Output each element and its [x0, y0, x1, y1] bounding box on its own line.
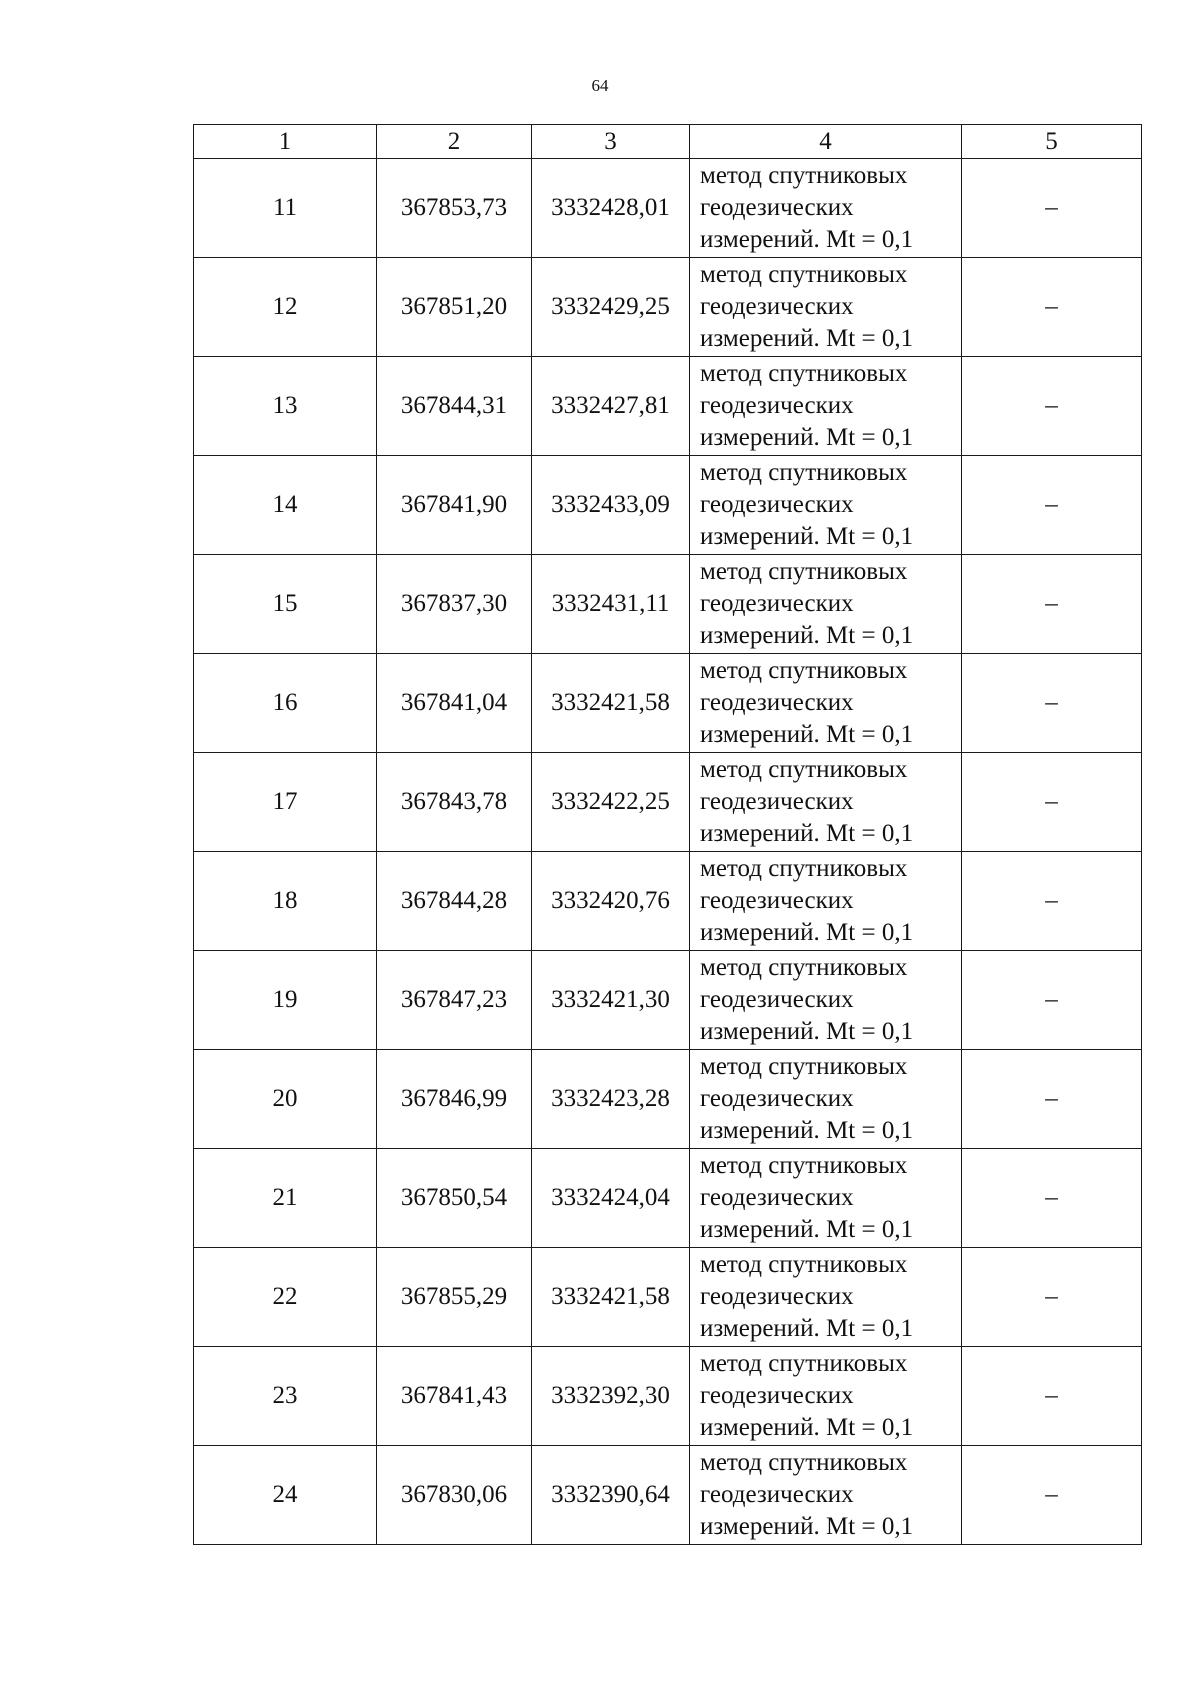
note-cell: – — [962, 1248, 1142, 1347]
method-line-2: геодезических — [700, 392, 854, 419]
table-row — [194, 1347, 1142, 1446]
coord-x-cell: 367843,78 — [377, 753, 532, 852]
coord-y-cell: 3332433,09 — [532, 456, 690, 555]
method-line-3: измерений. Mt = 0,1 — [700, 1315, 914, 1342]
method-cell — [690, 654, 962, 753]
method-cell — [690, 1149, 962, 1248]
table-row — [194, 654, 1142, 753]
coord-x-cell: 367841,90 — [377, 456, 532, 555]
point-number-cell: 14 — [194, 456, 377, 555]
table-row — [194, 1248, 1142, 1347]
coord-x-cell: 367851,20 — [377, 258, 532, 357]
coord-y-cell: 3332429,25 — [532, 258, 690, 357]
coord-x-cell: 367837,30 — [377, 555, 532, 654]
point-number-cell: 16 — [194, 654, 377, 753]
method-cell — [690, 753, 962, 852]
point-number-cell: 17 — [194, 753, 377, 852]
method-cell — [690, 1050, 962, 1149]
method-line-3: измерений. Mt = 0,1 — [700, 1513, 914, 1540]
method-line-1: метод спутниковых — [700, 954, 908, 981]
header-row — [194, 125, 1142, 159]
method-line-3: измерений. Mt = 0,1 — [700, 325, 914, 352]
coord-x-cell: 367844,28 — [377, 852, 532, 951]
table-body — [194, 159, 1142, 1545]
table-row — [194, 753, 1142, 852]
page-number: 64 — [591, 76, 609, 95]
coord-y-cell: 3332392,30 — [532, 1347, 690, 1446]
table-row — [194, 852, 1142, 951]
note-cell: – — [962, 1446, 1142, 1545]
table-row — [194, 357, 1142, 456]
method-line-3: измерений. Mt = 0,1 — [700, 1216, 914, 1243]
note-cell: – — [962, 456, 1142, 555]
note-cell: – — [962, 159, 1142, 258]
header-col-1: 1 — [194, 125, 377, 159]
coord-x-cell: 367830,06 — [377, 1446, 532, 1545]
header-col-4: 4 — [690, 125, 962, 159]
method-cell — [690, 456, 962, 555]
method-line-3: измерений. Mt = 0,1 — [700, 523, 914, 550]
method-line-2: геодезических — [700, 1382, 854, 1409]
method-cell — [690, 1446, 962, 1545]
coord-y-cell: 3332424,04 — [532, 1149, 690, 1248]
method-line-3: измерений. Mt = 0,1 — [700, 226, 914, 253]
method-line-2: геодезических — [700, 1085, 854, 1112]
method-line-3: измерений. Mt = 0,1 — [700, 1117, 914, 1144]
method-line-3: измерений. Mt = 0,1 — [700, 1414, 914, 1441]
method-line-2: геодезических — [700, 491, 854, 518]
method-cell — [690, 951, 962, 1050]
method-cell — [690, 357, 962, 456]
coordinates-table — [193, 124, 1142, 1545]
point-number-cell: 23 — [194, 1347, 377, 1446]
coord-x-cell: 367850,54 — [377, 1149, 532, 1248]
point-number-cell: 15 — [194, 555, 377, 654]
coord-y-cell: 3332421,58 — [532, 654, 690, 753]
method-cell — [690, 1248, 962, 1347]
point-number-cell: 13 — [194, 357, 377, 456]
table-row — [194, 951, 1142, 1050]
note-cell: – — [962, 654, 1142, 753]
table-row — [194, 258, 1142, 357]
method-line-1: метод спутниковых — [700, 360, 908, 387]
table-row — [194, 456, 1142, 555]
point-number-cell: 12 — [194, 258, 377, 357]
table-row — [194, 159, 1142, 258]
coord-y-cell: 3332420,76 — [532, 852, 690, 951]
method-line-1: метод спутниковых — [700, 1152, 908, 1179]
point-number-cell: 19 — [194, 951, 377, 1050]
method-line-1: метод спутниковых — [700, 1053, 908, 1080]
point-number-cell: 22 — [194, 1248, 377, 1347]
coord-x-cell: 367846,99 — [377, 1050, 532, 1149]
note-cell: – — [962, 555, 1142, 654]
coord-y-cell: 3332428,01 — [532, 159, 690, 258]
method-line-2: геодезических — [700, 194, 854, 221]
method-line-2: геодезических — [700, 788, 854, 815]
method-line-2: геодезических — [700, 1184, 854, 1211]
note-cell: – — [962, 1149, 1142, 1248]
method-cell — [690, 258, 962, 357]
coord-y-cell: 3332390,64 — [532, 1446, 690, 1545]
coord-y-cell: 3332427,81 — [532, 357, 690, 456]
method-cell — [690, 159, 962, 258]
method-line-2: геодезических — [700, 887, 854, 914]
method-cell — [690, 852, 962, 951]
coord-y-cell: 3332421,58 — [532, 1248, 690, 1347]
method-line-3: измерений. Mt = 0,1 — [700, 919, 914, 946]
note-cell: – — [962, 1050, 1142, 1149]
point-number-cell: 11 — [194, 159, 377, 258]
header-col-2: 2 — [377, 125, 532, 159]
method-line-2: геодезических — [700, 1481, 854, 1508]
coord-y-cell: 3332421,30 — [532, 951, 690, 1050]
method-line-1: метод спутниковых — [700, 1449, 908, 1476]
method-line-1: метод спутниковых — [700, 1350, 908, 1377]
point-number-cell: 20 — [194, 1050, 377, 1149]
point-number-cell: 18 — [194, 852, 377, 951]
method-line-1: метод спутниковых — [700, 162, 908, 189]
note-cell: – — [962, 852, 1142, 951]
method-line-2: геодезических — [700, 590, 854, 617]
table-row — [194, 555, 1142, 654]
note-cell: – — [962, 258, 1142, 357]
coord-x-cell: 367841,43 — [377, 1347, 532, 1446]
table-row — [194, 1446, 1142, 1545]
method-line-1: метод спутниковых — [700, 855, 908, 882]
header-col-5: 5 — [962, 125, 1142, 159]
method-line-2: геодезических — [700, 1283, 854, 1310]
coord-y-cell: 3332431,11 — [532, 555, 690, 654]
method-line-1: метод спутниковых — [700, 1251, 908, 1278]
note-cell: – — [962, 951, 1142, 1050]
note-cell: – — [962, 1347, 1142, 1446]
coord-x-cell: 367847,23 — [377, 951, 532, 1050]
table-header — [194, 125, 1142, 159]
method-line-3: измерений. Mt = 0,1 — [700, 424, 914, 451]
method-line-3: измерений. Mt = 0,1 — [700, 820, 914, 847]
note-cell: – — [962, 753, 1142, 852]
method-line-1: метод спутниковых — [700, 657, 908, 684]
point-number-cell: 24 — [194, 1446, 377, 1545]
note-cell: – — [962, 357, 1142, 456]
method-cell — [690, 555, 962, 654]
coord-y-cell: 3332422,25 — [532, 753, 690, 852]
method-line-3: измерений. Mt = 0,1 — [700, 721, 914, 748]
method-cell — [690, 1347, 962, 1446]
coord-x-cell: 367844,31 — [377, 357, 532, 456]
method-line-2: геодезических — [700, 986, 854, 1013]
method-line-3: измерений. Mt = 0,1 — [700, 622, 914, 649]
coord-x-cell: 367855,29 — [377, 1248, 532, 1347]
coord-x-cell: 367841,04 — [377, 654, 532, 753]
method-line-1: метод спутниковых — [700, 459, 908, 486]
method-line-2: геодезических — [700, 689, 854, 716]
coord-x-cell: 367853,73 — [377, 159, 532, 258]
table-row — [194, 1050, 1142, 1149]
method-line-1: метод спутниковых — [700, 756, 908, 783]
method-line-2: геодезических — [700, 293, 854, 320]
coord-y-cell: 3332423,28 — [532, 1050, 690, 1149]
point-number-cell: 21 — [194, 1149, 377, 1248]
table-row — [194, 1149, 1142, 1248]
method-line-1: метод спутниковых — [700, 558, 908, 585]
header-col-3: 3 — [532, 125, 690, 159]
method-line-1: метод спутниковых — [700, 261, 908, 288]
method-line-3: измерений. Mt = 0,1 — [700, 1018, 914, 1045]
